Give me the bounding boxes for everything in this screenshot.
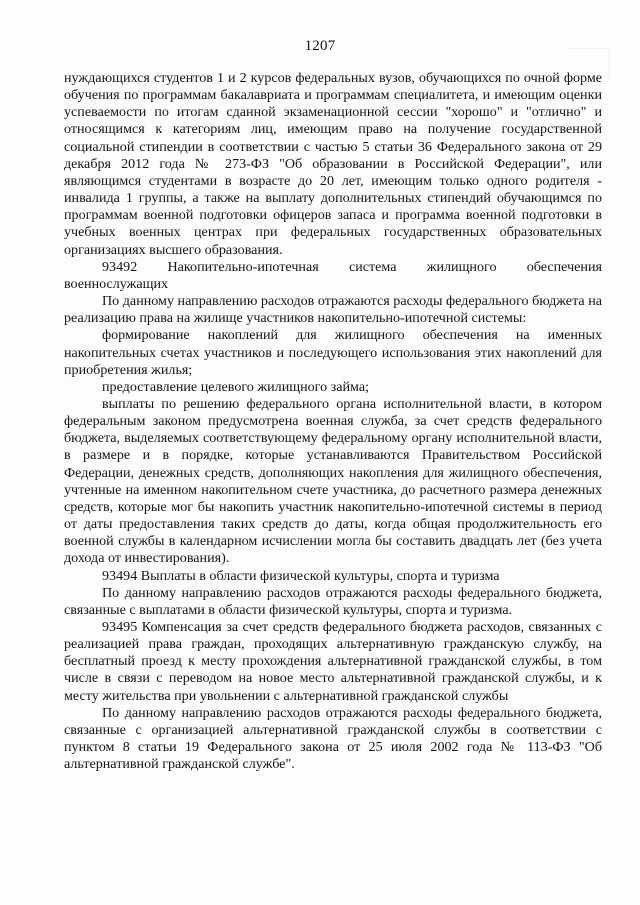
heading-code-93494: 93494 Выплаты в области физической культуры, спорта и туризма: [102, 567, 500, 584]
paragraph-93492-loan: предоставление целевого жилищного займа;: [102, 378, 370, 395]
paragraph-93492-payments: выплаты по решению федерального органа исполнительной власти, в котором федеральным законом предусмотрена военная служба, за счет средств федерального бюджета, выделяемых соответствующему федеральному органу исполнительной власти, в размере и в порядке, которые устанавливаются Правительством Российской Федерации, денежных средств, дополняющих накопления для жилищного обеспечения, учтенные на именном накопительном счете участника, до расчетного размера денежных средств, которые мог бы накопить участник накопительно-ипотечной системы в период от даты предоставления таких средств до даты, когда общая продолжительность его военной службы в календарном исчислении могла бы составить двадцать лет (без учета дохода от инвестирования).: [64, 395, 602, 567]
paragraph-93492-savings: формирование накоплений для жилищного обеспечения на именных накопительных счетах участников и последующего использования этих накоплений для приобретения жилья;: [64, 327, 602, 378]
paragraph-93494-description: По данному направлению расходов отражаются расходы федерального бюджета, связанные с выплатами в области физической культуры, спорта и туризма.: [64, 584, 602, 618]
paragraph-93495-description: По данному направлению расходов отражаются расходы федерального бюджета, связанные с организацией альтернативной гражданской службы в соответствии с пунктом 8 статьи 19 Федерального закона от 25 июля 2002 года № 113-ФЗ "Об альтернативной гражданской службе".: [64, 704, 602, 773]
page-number: 1207: [304, 38, 336, 54]
document-body: [64, 70, 602, 773]
paragraph-93492-description: По данному направлению расходов отражаются расходы федерального бюджета на реализацию права на жилище участников накопительно-ипотечной системы:: [64, 293, 602, 327]
heading-code-93492: 93492 Накопительно-ипотечная система жилищного обеспечения военнослужащих: [64, 258, 602, 292]
paragraph-scholarships-continuation: нуждающихся студентов 1 и 2 курсов федеральных вузов, обучающихся по очной форме обучения по программам бакалавриата и программам специалитета, и имеющим оценки успеваемости по итогам сданной экзаменационной сессии "хорошо" и "отлично" и относящимся к категориям лиц, имеющим право на получение государственной социальной стипендии в соответствии с частью 5 статьи 36 Федерального закона от 29 декабря 2012 года № 273-ФЗ "Об образовании в Российской Федерации", или являющимся студентами в возрасте до 20 лет, имеющим только одного родителя - инвалида 1 группы, а также на выплату дополнительных стипендий обучающимся по программам военной подготовки офицеров запаса и программа военной подготовки в учебных военных центрах при федеральных государственных образовательных организациях высшего образования.: [64, 70, 602, 258]
heading-code-93495: 93495 Компенсация за счет средств федерального бюджета расходов, связанных с реализацией права граждан, проходящих альтернативную гражданскую службу, на бесплатный проезд к месту прохождения альтернативной гражданской службы, в том числе в связи с переводом на новое место альтернативной гражданской службы, и к месту жительства при увольнении с альтернативной гражданской службы: [64, 619, 602, 704]
